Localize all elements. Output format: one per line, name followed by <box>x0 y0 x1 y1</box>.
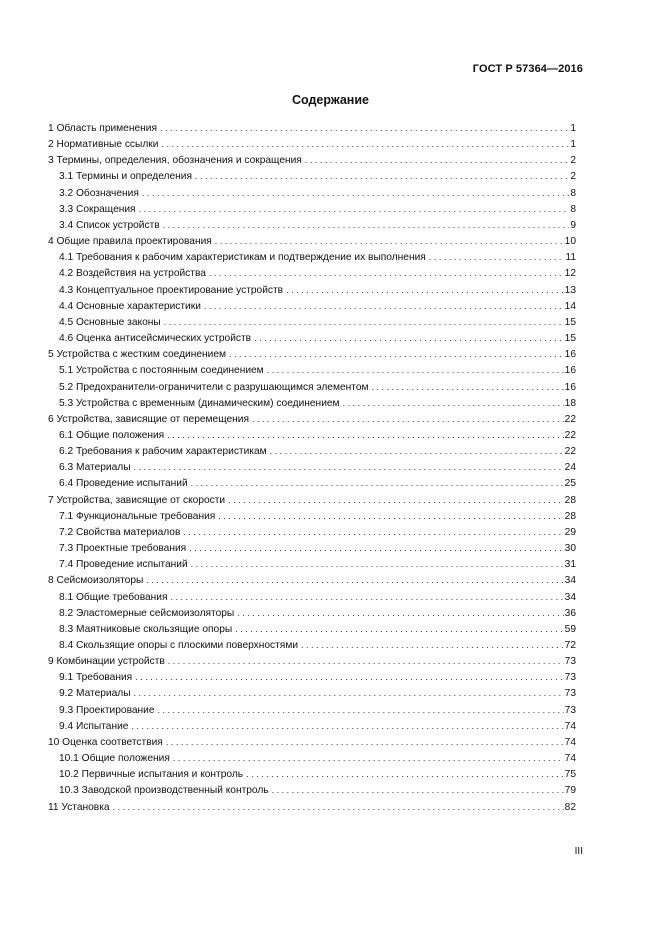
dot-leader <box>268 443 564 459</box>
toc-section-entry[interactable] <box>48 799 576 815</box>
toc-subsection-entry[interactable] <box>48 314 576 330</box>
toc-entry-title: 4 Общие правила проектирования <box>48 236 212 248</box>
toc-subsection-entry[interactable] <box>48 685 576 701</box>
toc-entry-title: 8 Сейсмоизоляторы <box>48 575 144 587</box>
toc-entry-title: 2 Нормативные ссылки <box>48 139 159 151</box>
dot-leader <box>341 395 564 411</box>
toc-entry-page: 73 <box>564 656 576 668</box>
toc-subsection-entry[interactable] <box>48 201 576 217</box>
dot-leader <box>265 362 564 378</box>
table-of-contents <box>48 120 576 815</box>
toc-entry-title: 7.2 Свойства материалов <box>59 526 181 538</box>
dot-leader <box>181 524 563 540</box>
toc-entry-title: 5.1 Устройства с постоянным соединением <box>59 365 264 377</box>
toc-entry-page: 36 <box>564 607 576 619</box>
dot-leader <box>111 799 564 815</box>
toc-section-entry[interactable] <box>48 120 576 136</box>
dot-leader <box>169 589 564 605</box>
toc-entry-title: 6.4 Проведение испытаний <box>59 478 188 490</box>
toc-entry-page: 73 <box>564 688 576 700</box>
toc-entry-title: 8.3 Маятниковые скользящие опоры <box>59 623 233 635</box>
toc-entry-page: 2 <box>570 171 576 183</box>
dot-leader <box>132 459 564 475</box>
toc-subsection-entry[interactable] <box>48 524 576 540</box>
dot-leader <box>235 605 563 621</box>
toc-entry-page: 8 <box>570 203 576 215</box>
toc-entry-page: 82 <box>564 801 576 813</box>
toc-entry-title: 7.1 Функциональные требования <box>59 510 216 522</box>
toc-entry-page: 59 <box>564 623 576 635</box>
toc-subsection-entry[interactable] <box>48 702 576 718</box>
toc-subsection-entry[interactable] <box>48 362 576 378</box>
toc-subsection-entry[interactable] <box>48 782 576 798</box>
toc-entry-page: 22 <box>564 446 576 458</box>
toc-entry-page: 79 <box>564 785 576 797</box>
toc-entry-page: 1 <box>570 123 576 134</box>
toc-entry-title: 9.4 Испытание <box>59 720 129 732</box>
toc-entry-page: 73 <box>564 672 576 684</box>
dot-leader <box>144 572 563 588</box>
toc-subsection-entry[interactable] <box>48 217 576 233</box>
toc-subsection-entry[interactable] <box>48 621 576 637</box>
dot-leader <box>159 136 569 152</box>
dot-leader <box>270 782 564 798</box>
toc-entry-page: 34 <box>564 575 576 587</box>
dot-leader <box>370 379 564 395</box>
toc-section-entry[interactable] <box>48 492 576 508</box>
toc-subsection-entry[interactable] <box>48 766 576 782</box>
dot-leader <box>162 314 564 330</box>
toc-subsection-entry[interactable] <box>48 637 576 653</box>
toc-entry-page: 24 <box>564 462 576 474</box>
dot-leader <box>165 427 563 443</box>
toc-entry-title: 3.4 Список устройств <box>59 219 160 231</box>
dot-leader <box>171 750 564 766</box>
toc-subsection-entry[interactable] <box>48 185 576 201</box>
dot-leader <box>156 702 564 718</box>
dot-leader <box>250 411 564 427</box>
toc-entry-title: 9.3 Проектирование <box>59 704 155 716</box>
toc-subsection-entry[interactable] <box>48 589 576 605</box>
toc-subsection-entry[interactable] <box>48 265 576 281</box>
toc-entry-title: 4.2 Воздействия на устройства <box>59 268 206 280</box>
toc-section-entry[interactable] <box>48 653 576 669</box>
toc-subsection-entry[interactable] <box>48 475 576 491</box>
toc-entry-title: 9 Комбинации устройств <box>48 656 165 668</box>
toc-entry-page: 25 <box>564 478 576 490</box>
dot-leader <box>226 492 564 508</box>
toc-subsection-entry[interactable] <box>48 540 576 556</box>
toc-entry-page: 30 <box>564 543 576 555</box>
dot-leader <box>132 685 564 701</box>
dot-leader <box>227 346 564 362</box>
dot-leader <box>187 540 563 556</box>
toc-entry-page: 31 <box>564 559 576 571</box>
toc-subsection-entry[interactable] <box>48 427 576 443</box>
toc-entry-page: 15 <box>564 316 576 328</box>
toc-subsection-entry[interactable] <box>48 605 576 621</box>
toc-section-entry[interactable] <box>48 346 576 362</box>
toc-entry-page: 73 <box>564 704 576 716</box>
toc-entry-title: 6 Устройства, зависящие от перемещения <box>48 413 249 425</box>
toc-subsection-entry[interactable] <box>48 298 576 314</box>
toc-section-entry[interactable] <box>48 136 576 152</box>
dot-leader <box>137 201 570 217</box>
dot-leader <box>202 298 564 314</box>
toc-entry-page: 16 <box>564 365 576 377</box>
dot-leader <box>164 734 564 750</box>
toc-entry-title: 4.6 Оценка антисейсмических устройств <box>59 333 252 345</box>
toc-subsection-entry[interactable] <box>48 718 576 734</box>
dot-leader <box>233 621 563 637</box>
dot-leader <box>129 718 563 734</box>
toc-entry-page: 28 <box>564 510 576 522</box>
toc-entry-page: 74 <box>564 736 576 748</box>
toc-subsection-entry[interactable] <box>48 443 576 459</box>
toc-entry-page: 1 <box>570 139 576 151</box>
dot-leader <box>158 120 569 136</box>
toc-entry-page: 13 <box>564 284 576 296</box>
toc-entry-page: 11 <box>565 252 576 264</box>
toc-subsection-entry[interactable] <box>48 379 576 395</box>
toc-entry-title: 7.3 Проектные требования <box>59 543 187 555</box>
toc-entry-title: 10 Оценка соответствия <box>48 736 163 748</box>
toc-entry-title: 11 Установка <box>48 801 110 813</box>
toc-entry-title: 5.3 Устройства с временным (динамическим) соединением <box>59 397 340 409</box>
dot-leader <box>284 282 564 298</box>
dot-leader <box>189 556 564 572</box>
page-title: Содержание <box>291 93 369 107</box>
toc-entry-title: 10.1 Общие положения <box>59 753 170 765</box>
toc-entry-title: 5.2 Предохранители-ограничители с разрушающимся элементом <box>59 381 369 393</box>
toc-entry-title: 6.2 Требования к рабочим характеристикам <box>59 446 267 458</box>
toc-entry-title: 3.2 Обозначения <box>59 187 139 199</box>
toc-entry-title: 4.3 Концептуальное проектирование устройств <box>59 284 284 296</box>
dot-leader <box>193 168 569 184</box>
toc-subsection-entry[interactable] <box>48 459 576 475</box>
toc-entry-title: 3.1 Термины и определения <box>59 171 192 183</box>
dot-leader <box>252 330 564 346</box>
toc-entry-title: 3.3 Сокращения <box>59 203 136 215</box>
toc-subsection-entry[interactable] <box>48 556 576 572</box>
dot-leader <box>161 217 570 233</box>
toc-entry-page: 28 <box>564 494 576 506</box>
toc-entry-page: 74 <box>564 720 576 732</box>
toc-section-entry[interactable] <box>48 233 576 249</box>
toc-subsection-entry[interactable] <box>48 395 576 411</box>
toc-entry-title: 10.3 Заводской производственный контроль <box>59 785 269 797</box>
dot-leader <box>303 152 570 168</box>
dot-leader <box>140 185 569 201</box>
toc-entry-title: 8.2 Эластомерные сейсмоизоляторы <box>59 607 235 619</box>
toc-entry-page: 14 <box>564 300 576 312</box>
dot-leader <box>207 265 564 281</box>
toc-subsection-entry[interactable] <box>48 168 576 184</box>
dot-leader <box>133 669 563 685</box>
dot-leader <box>427 249 565 265</box>
toc-entry-title: 8.4 Скользящие опоры с плоскими поверхностями <box>59 640 299 651</box>
toc-subsection-entry[interactable] <box>48 508 576 524</box>
toc-entry-page: 2 <box>570 155 576 167</box>
toc-entry-title: 1 Область применения <box>48 123 157 134</box>
toc-entry-page: 74 <box>564 753 576 765</box>
toc-entry-page: 16 <box>564 349 576 361</box>
toc-entry-title: 6.3 Материалы <box>59 462 131 474</box>
toc-entry-title: 9.1 Требования <box>59 672 133 684</box>
dot-leader <box>244 766 564 782</box>
toc-entry-page: 16 <box>564 381 576 393</box>
toc-subsection-entry[interactable] <box>48 330 576 346</box>
toc-section-entry[interactable] <box>48 152 576 168</box>
dot-leader <box>216 508 563 524</box>
toc-entry-page: 29 <box>564 526 576 538</box>
toc-subsection-entry[interactable] <box>48 750 576 766</box>
toc-entry-page: 8 <box>570 187 576 199</box>
toc-subsection-entry[interactable] <box>48 282 576 298</box>
toc-entry-title: 4.1 Требования к рабочим характеристикам и подтверждение их выполнения <box>59 252 426 264</box>
dot-leader <box>189 475 564 491</box>
toc-entry-title: 6.1 Общие положения <box>59 429 165 441</box>
toc-entry-page: 75 <box>564 769 576 781</box>
toc-entry-page: 72 <box>564 640 576 651</box>
dot-leader <box>166 653 564 669</box>
toc-entry-title: 4.5 Основные законы <box>59 316 161 328</box>
toc-entry-page: 22 <box>564 429 576 441</box>
toc-entry-page: 10 <box>564 236 576 248</box>
toc-entry-page: 9 <box>570 219 576 231</box>
toc-entry-page: 18 <box>564 397 576 409</box>
toc-entry-page: 15 <box>564 333 576 345</box>
toc-entry-page: 12 <box>564 268 576 280</box>
toc-entry-title: 10.2 Первичные испытания и контроль <box>59 769 244 781</box>
toc-entry-title: 8.1 Общие требования <box>59 591 168 603</box>
document-code: ГОСТ Р 57364—2016 <box>472 63 583 75</box>
toc-subsection-entry[interactable] <box>48 669 576 685</box>
toc-entry-title: 3 Термины, определения, обозначения и сокращения <box>48 155 302 167</box>
dot-leader <box>213 233 564 249</box>
toc-entry-title: 7.4 Проведение испытаний <box>59 559 188 571</box>
toc-section-entry[interactable] <box>48 734 576 750</box>
toc-entry-title: 5 Устройства с жестким соединением <box>48 349 226 361</box>
toc-entry-title: 9.2 Материалы <box>59 688 131 700</box>
toc-entry-title: 7 Устройства, зависящие от скорости <box>48 494 226 506</box>
page-number: III <box>574 846 583 857</box>
toc-entry-page: 22 <box>564 413 576 425</box>
toc-section-entry[interactable] <box>48 572 576 588</box>
toc-entry-title: 4.4 Основные характеристики <box>59 300 201 312</box>
dot-leader <box>299 637 564 653</box>
toc-entry-page: 34 <box>564 591 576 603</box>
toc-section-entry[interactable] <box>48 411 576 427</box>
toc-subsection-entry[interactable] <box>48 249 576 265</box>
